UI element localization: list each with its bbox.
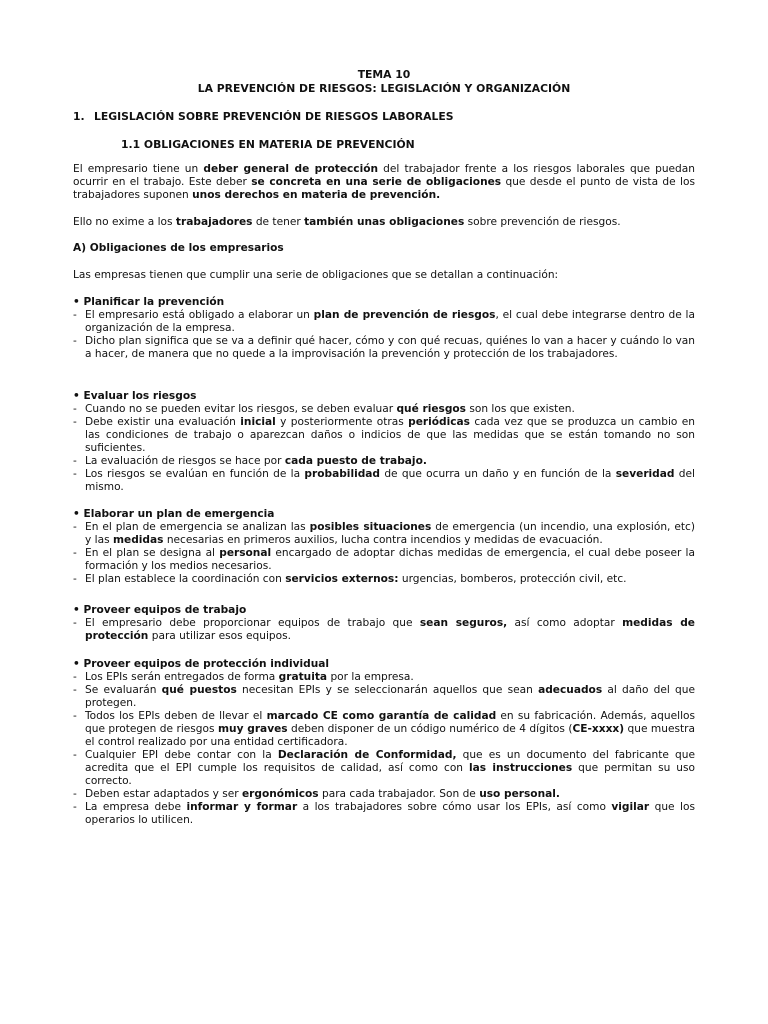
list-item: - Los EPIs serán entregados de forma gratuita por la empresa.	[73, 671, 695, 684]
list-item: - El empresario está obligado a elaborar un plan de prevención de riesgos, el cual debe integrarse dentro de la organización de la empresa.	[73, 309, 695, 335]
list-item: - Cualquier EPI debe contar con la Declaración de Conformidad, que es un documento del fabricante que acredita que el EPI cumple los requisitos de calidad, así como con las instrucciones que permitan su uso correcto.	[73, 749, 695, 788]
intro-paragraph-1: El empresario tiene un deber general de protección del trabajador frente a los riesgos laborales que puedan ocurrir en el trabajo. Este deber se concreta en una serie de obligaciones que desde el punto de vista de los trabajadores suponen unos derechos en materia de prevención.	[73, 163, 695, 201]
list-item: - El empresario debe proporcionar equipos de trabajo que sean seguros, así como adoptar medidas de protección para utilizar esos equipos.	[73, 617, 695, 643]
planificar-section	[73, 296, 695, 361]
list-item: - Se evaluarán qué puestos necesitan EPIs y se seleccionarán aquellos que sean adecuados al daño del que protegen.	[73, 684, 695, 710]
equipos-section	[73, 604, 695, 643]
bullet-heading: • Proveer equipos de trabajo	[73, 604, 247, 616]
topic-number: TEMA 10	[357, 68, 411, 81]
list-item: - Dicho plan significa que se va a definir qué hacer, cómo y con qué recuas, quiénes lo van a hacer y cuándo lo van a hacer, de manera que no quede a la improvisación la prevención y protección de los trabajadores.	[73, 335, 695, 361]
evaluar-section	[73, 390, 695, 494]
subsection-a-intro: Las empresas tienen que cumplir una serie de obligaciones que se detallan a continuación:	[73, 269, 559, 281]
bullet-heading: • Proveer equipos de protección individual	[73, 658, 330, 670]
section-number: 1.	[73, 110, 85, 123]
list-item: - La empresa debe informar y formar a los trabajadores sobre cómo usar los EPIs, así como vigilar que los operarios lo utilicen.	[73, 801, 695, 827]
bullet-heading: • Evaluar los riesgos	[73, 390, 197, 402]
list-item: - El plan establece la coordinación con servicios externos: urgencias, bomberos, protección civil, etc.	[73, 573, 695, 586]
list-item: - La evaluación de riesgos se hace por cada puesto de trabajo.	[73, 455, 695, 468]
subsection-heading: 1.1 OBLIGACIONES EN MATERIA DE PREVENCIÓN	[121, 138, 415, 151]
list-item: - Los riesgos se evalúan en función de la probabilidad de que ocurra un daño y en función de la severidad del mismo.	[73, 468, 695, 494]
list-item: - Todos los EPIs deben de llevar el marcado CE como garantía de calidad en su fabricación. Además, aquellos que protegen de riesgos muy graves deben disponer de un código numérico de 4 dígitos (CE-xxxx) que muestra el control realizado por una entidad certificadora.	[73, 710, 695, 749]
section-title: LEGISLACIÓN SOBRE PREVENCIÓN DE RIESGOS LABORALES	[94, 110, 454, 123]
list-item: - En el plan se designa al personal encargado de adoptar dichas medidas de emergencia, el cual debe poseer la formación y los medios necesarios.	[73, 547, 695, 573]
epis-section	[73, 658, 695, 827]
bullet-heading: • Elaborar un plan de emergencia	[73, 508, 275, 520]
list-item: - Cuando no se pueden evitar los riesgos, se deben evaluar qué riesgos son los que existen.	[73, 403, 695, 416]
subsection-a-heading: A) Obligaciones de los empresarios	[73, 242, 284, 254]
emergencia-section	[73, 508, 695, 586]
list-item: - En el plan de emergencia se analizan las posibles situaciones de emergencia (un incendio, una explosión, etc) y las medidas necesarias en primeros auxilios, lucha contra incendios y medidas de evacuación.	[73, 521, 695, 547]
list-item: - Deben estar adaptados y ser ergonómicos para cada trabajador. Son de uso personal.	[73, 788, 695, 801]
list-item: - Debe existir una evaluación inicial y posteriormente otras periódicas cada vez que se produzca un cambio en las condiciones de trabajo o aparezcan daños o indicios de que las medidas que se están tomando no son suficientes.	[73, 416, 695, 455]
section-heading	[73, 110, 453, 123]
page-title: LA PREVENCIÓN DE RIESGOS: LEGISLACIÓN Y ORGANIZACIÓN	[197, 82, 571, 95]
bullet-heading: • Planificar la prevención	[73, 296, 225, 308]
intro-paragraph-2: Ello no exime a los trabajadores de tener también unas obligaciones sobre prevención de riesgos.	[73, 216, 621, 228]
